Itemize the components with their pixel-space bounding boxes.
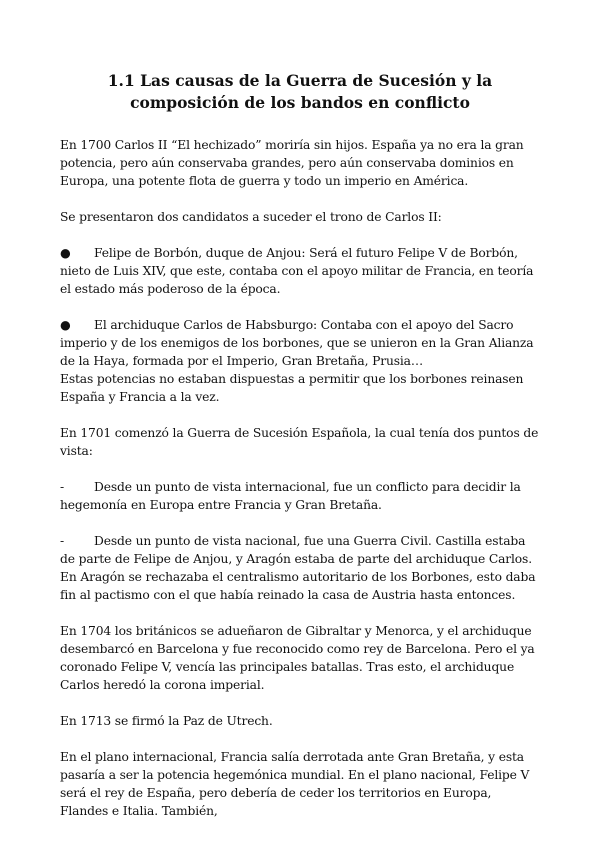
bullet-text-1: Felipe de Borbón, duque de Anjou: Será el futuro Felipe V de Borbón, nieto de Luis XIV, que este, contaba con el apoyo militar de Francia, en teoría el estado más poderoso de la época. xyxy=(60,246,534,296)
dash-marker: - xyxy=(60,534,65,548)
bullet-item-1 xyxy=(60,244,540,298)
paragraph-3: Estas potencias no estaban dispuestas a permitir que los borbones reinasen España y Francia a la vez. xyxy=(60,372,524,404)
paragraph-4: En 1701 comenzó la Guerra de Sucesión Española, la cual tenía dos puntos de vista: xyxy=(60,426,539,458)
bullet-marker: ● xyxy=(60,318,71,332)
bullet-marker: ● xyxy=(60,246,71,260)
dash-marker: - xyxy=(60,480,65,494)
dash-item-2 xyxy=(60,532,540,604)
title-line-1: 1.1 Las causas de la Guerra de Sucesión y la xyxy=(107,71,493,90)
bullet-text-2: El archiduque Carlos de Habsburgo: Contaba con el apoyo del Sacro imperio y de los enemigos de los borbones, que se unieron en la Gran Alianza de la Haya, formada por el Imperio, Gran Bretaña, Prusia… xyxy=(60,318,534,368)
dash-text-2: Desde un punto de vista nacional, fue una Guerra Civil. Castilla estaba de parte de Felipe de Anjou, y Aragón estaba de parte del archiduque Carlos. En Aragón se rechazaba el centralismo autoritario de los Borbones, esto daba fin al pactismo con el que había reinado la casa de Austria hasta entonces. xyxy=(60,534,536,602)
dash-text-1: Desde un punto de vista internacional, fue un conflicto para decidir la hegemonía en Europa entre Francia y Gran Bretaña. xyxy=(60,480,521,512)
paragraph-1: En 1700 Carlos II “El hechizado” moriría sin hijos. España ya no era la gran potencia, pero aún conservaba grandes, pero aún conservaba dominios en Europa, una potente flota de guerra y todo un imperio en América. xyxy=(60,138,524,188)
paragraph-5: En 1704 los británicos se adueñaron de Gibraltar y Menorca, y el archiduque desembarcó en Barcelona y fue reconocido como rey de Barcelona. Pero el ya coronado Felipe V, vencía las principales batallas. Tras esto, el archiduque Carlos heredó la corona imperial. xyxy=(60,624,535,692)
paragraph-7: En el plano internacional, Francia salía derrotada ante Gran Bretaña, y esta pasaría a ser la potencia hegemónica mundial. En el plano nacional, Felipe V será el rey de España, pero debería de ceder los territorios en Europa, Flandes e Italia. También, xyxy=(60,750,530,818)
paragraph-6: En 1713 se firmó la Paz de Utrech. xyxy=(60,714,273,728)
bullet-item-2 xyxy=(60,316,540,370)
page-title xyxy=(60,70,540,114)
title-line-2: composición de los bandos en conflicto xyxy=(130,93,470,112)
paragraph-2: Se presentaron dos candidatos a suceder el trono de Carlos II: xyxy=(60,210,442,224)
dash-item-1 xyxy=(60,478,540,514)
